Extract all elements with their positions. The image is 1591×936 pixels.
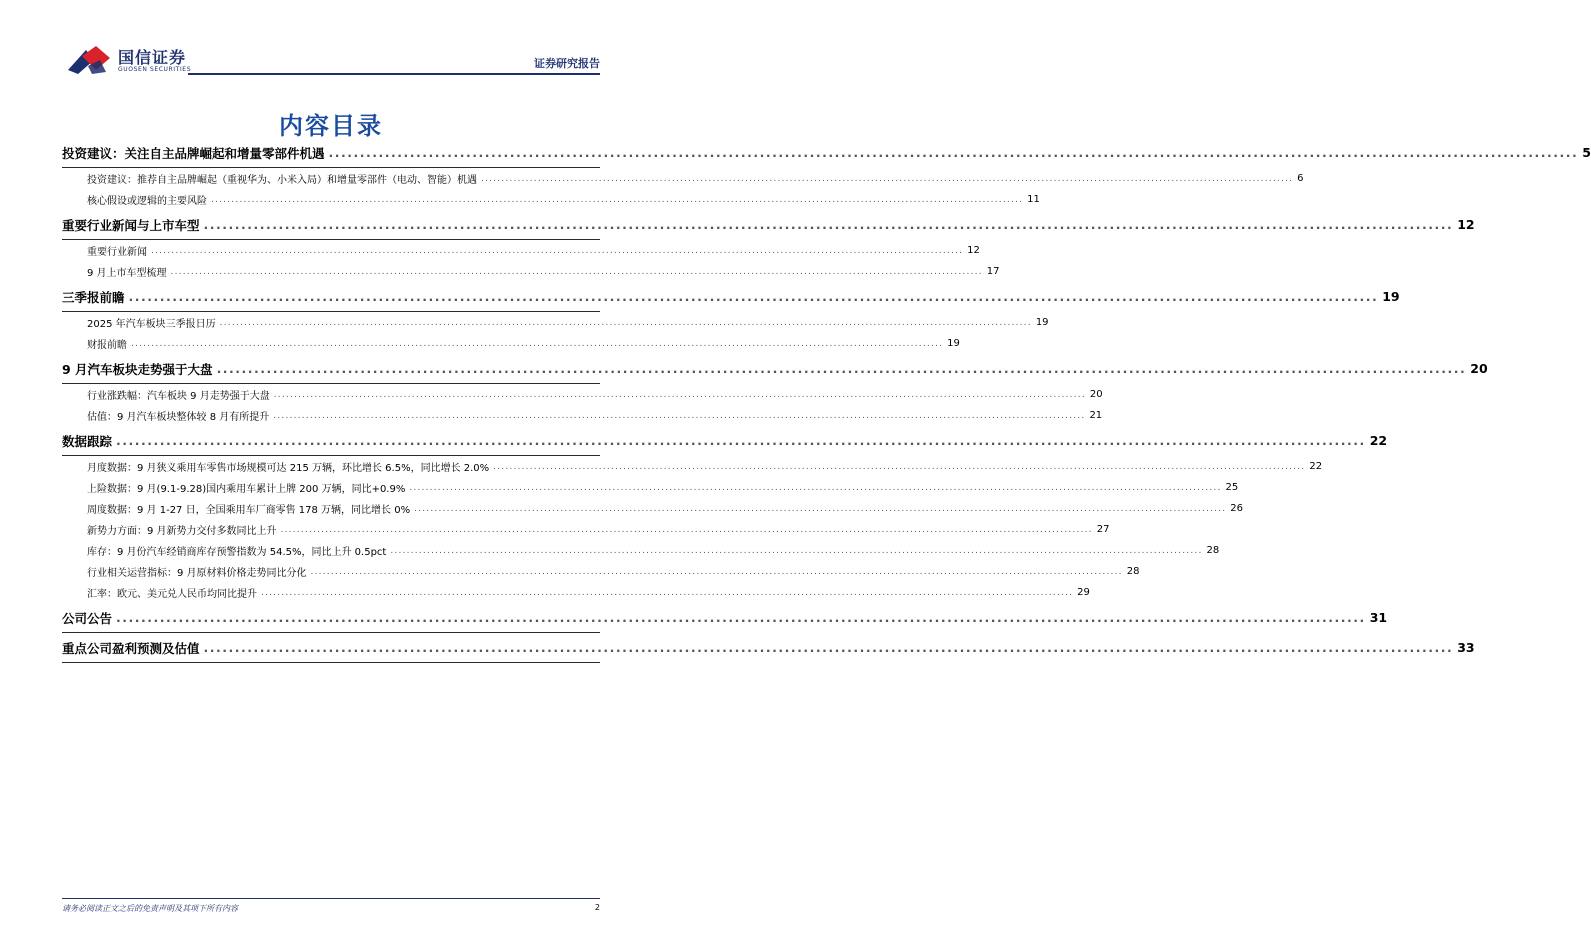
toc-subsection-title: 周度数据：9 月 1-27 日，全国乘用车厂商零售 178 万辆，同比增长 0% — [87, 505, 411, 516]
toc-subsection-title: 新势力方面：9 月新势力交付多数同比上升 — [87, 526, 277, 537]
brand-name-en: GUOSEN SECURITIES — [118, 66, 192, 73]
toc-section-entry[interactable] — [62, 282, 1400, 312]
footer-disclaimer: 请务必阅读正文之后的免责声明及其项下所有内容 — [62, 904, 238, 913]
toc-subsection-title: 估值：9 月汽车板块整体较 8 月有所提升 — [87, 412, 270, 423]
toc-subsection-page: 22 — [1309, 461, 1323, 472]
toc-subsection-title: 行业涨跌幅：汽车板块 9 月走势强于大盘 — [87, 391, 270, 402]
toc-section-page: 19 — [1382, 289, 1400, 304]
toc-subsection-title: 核心假设或逻辑的主要风险 — [87, 196, 207, 207]
toc-leader-dots: ........................................................................................................................................................................................................ — [414, 503, 1227, 514]
toc-leader-dots: ........................................................................................................................................................................................................ — [409, 482, 1222, 493]
toc-subsection-entry[interactable] — [62, 168, 1304, 189]
toc-section-title: 三季报前瞻 — [62, 289, 125, 305]
toc-subsection-title: 汇率：欧元、美元兑人民币均同比提升 — [87, 589, 257, 600]
toc-leader-dots: ........................................................................................................................................................................................................ — [211, 194, 1024, 205]
toc-subsection-page: 26 — [1230, 503, 1243, 514]
toc-subsection-title: 9 月上市车型梳理 — [87, 268, 167, 279]
toc-leader-dots: ........................................................................................................................................................................................................ — [116, 610, 1366, 625]
toc-leader-dots: ........................................................................................................................................................................................................ — [493, 461, 1306, 472]
toc-leader-dots: ........................................................................................................................................................................................................ — [261, 587, 1074, 598]
toc-leader-dots: ........................................................................................................................................................................................................ — [481, 173, 1294, 184]
guosen-logo-icon — [66, 44, 116, 76]
toc-subsection-title: 行业相关运营指标：9 月原材料价格走势同比分化 — [87, 568, 307, 579]
toc-subsection-title: 月度数据：9 月狭义乘用车零售市场规模可达 215 万辆，环比增长 6.5%，同比增长 2.0% — [87, 463, 490, 474]
toc-leader-dots: ........................................................................................................................................................................................................ — [151, 245, 964, 256]
toc-section-page: 33 — [1457, 640, 1475, 655]
toc-subsection-page: 27 — [1096, 524, 1110, 535]
toc-subsection-title: 上险数据：9 月(9.1-9.28)国内乘用车累计上牌 200 万辆，同比+0.9% — [87, 484, 406, 495]
toc-subsection-page: 28 — [1206, 545, 1220, 556]
toc-leader-dots: ........................................................................................................................................................................................................ — [273, 389, 1086, 400]
toc-leader-dots: ........................................................................................................................................................................................................ — [131, 338, 944, 349]
toc-leader-dots: ........................................................................................................................................................................................................ — [203, 640, 1454, 655]
toc-subsection-title: 财报前瞻 — [87, 340, 127, 351]
toc-subsection-title: 重要行业新闻 — [87, 247, 147, 258]
toc-section-title: 重点公司盈利预测及估值 — [62, 640, 200, 656]
header-divider — [188, 73, 600, 75]
toc-leader-dots: ........................................................................................................................................................................................................ — [170, 266, 983, 277]
toc-subsection-page: 19 — [947, 338, 960, 349]
toc-section-title: 重要行业新闻与上市车型 — [62, 217, 200, 233]
toc-section-page: 31 — [1369, 610, 1388, 625]
toc-subsection-page: 20 — [1089, 389, 1103, 400]
toc-leader-dots: ........................................................................................................................................................................................................ — [216, 361, 1467, 376]
toc-subsection-entry[interactable] — [62, 456, 1323, 477]
toc-subsection-page: 25 — [1225, 482, 1239, 493]
toc-leader-dots: ........................................................................................................................................................................................................ — [128, 289, 1379, 304]
table-of-contents — [62, 138, 1591, 663]
toc-leader-dots: ........................................................................................................................................................................................................ — [203, 217, 1454, 232]
toc-subsection-page: 12 — [967, 245, 980, 256]
toc-leader-dots: ........................................................................................................................................................................................................ — [219, 317, 1032, 328]
footer-divider — [62, 898, 600, 899]
toc-section-title: 9 月汽车板块走势强于大盘 — [62, 361, 213, 377]
toc-subsection-entry[interactable] — [62, 240, 980, 261]
toc-subsection-entry[interactable] — [62, 561, 1140, 582]
toc-section-entry[interactable] — [62, 138, 1591, 168]
toc-section-title: 数据跟踪 — [62, 433, 113, 449]
toc-subsection-entry[interactable] — [62, 384, 1103, 405]
toc-leader-dots: ........................................................................................................................................................................................................ — [310, 566, 1123, 577]
toc-leader-dots: ........................................................................................................................................................................................................ — [273, 410, 1086, 421]
toc-subsection-entry[interactable] — [62, 540, 1220, 561]
toc-leader-dots: ........................................................................................................................................................................................................ — [390, 545, 1203, 556]
toc-leader-dots: ........................................................................................................................................................................................................ — [328, 145, 1579, 160]
toc-subsection-page: 21 — [1089, 410, 1103, 421]
toc-section-page: 12 — [1457, 217, 1475, 232]
toc-subsection-entry[interactable] — [62, 312, 1049, 333]
toc-subsection-entry[interactable] — [62, 519, 1110, 540]
page-number: 2 — [594, 903, 600, 912]
brand-name-cn: 国信证券 — [118, 48, 187, 67]
toc-subsection-entry[interactable] — [62, 498, 1243, 519]
toc-subsection-entry[interactable] — [62, 405, 1103, 426]
toc-subsection-entry[interactable] — [62, 261, 1000, 282]
toc-subsection-page: 6 — [1297, 173, 1304, 184]
toc-section-entry[interactable] — [62, 603, 1388, 633]
toc-subsection-page: 19 — [1035, 317, 1049, 328]
toc-subsection-title: 投资建议：推荐自主品牌崛起（重视华为、小米入局）和增量零部件（电动、智能）机遇 — [87, 175, 477, 186]
toc-subsection-entry[interactable] — [62, 582, 1090, 603]
toc-subsection-entry[interactable] — [62, 333, 960, 354]
toc-section-entry[interactable] — [62, 210, 1475, 240]
report-type-label: 证券研究报告 — [534, 57, 600, 70]
toc-section-title: 公司公告 — [62, 610, 113, 626]
toc-section-title: 投资建议：关注自主品牌崛起和增量零部件机遇 — [62, 145, 325, 161]
toc-subsection-page: 29 — [1077, 587, 1090, 598]
toc-subsection-page: 11 — [1027, 194, 1040, 205]
toc-section-entry[interactable] — [62, 426, 1388, 456]
toc-title: 内容目录 — [279, 112, 383, 140]
toc-subsection-page: 28 — [1126, 566, 1140, 577]
toc-subsection-entry[interactable] — [62, 189, 1040, 210]
toc-section-entry[interactable] — [62, 354, 1488, 384]
toc-subsection-page: 17 — [986, 266, 1000, 277]
toc-leader-dots: ........................................................................................................................................................................................................ — [280, 524, 1093, 535]
page-header — [0, 0, 662, 80]
toc-section-entry[interactable] — [62, 633, 1475, 663]
toc-section-page: 22 — [1369, 433, 1388, 448]
toc-subsection-title: 2025 年汽车板块三季报日历 — [87, 319, 216, 330]
toc-section-page: 5 — [1582, 145, 1591, 160]
toc-subsection-entry[interactable] — [62, 477, 1239, 498]
toc-subsection-title: 库存：9 月份汽车经销商库存预警指数为 54.5%，同比上升 0.5pct — [87, 547, 387, 558]
toc-section-page: 20 — [1470, 361, 1488, 376]
toc-leader-dots: ........................................................................................................................................................................................................ — [116, 433, 1366, 448]
